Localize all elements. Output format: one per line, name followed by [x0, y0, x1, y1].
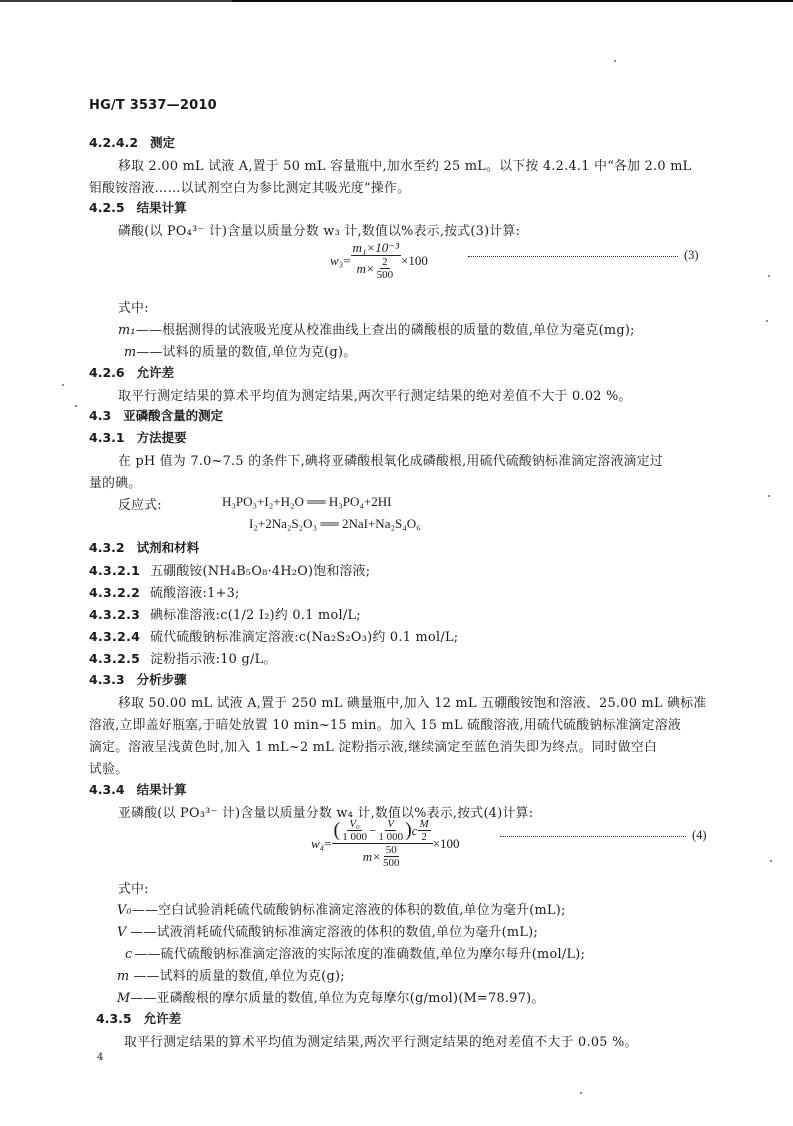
variable-symbol: V₀ — [117, 903, 132, 918]
variable-symbol: c — [125, 947, 133, 962]
formula-v0: V₀ — [349, 818, 360, 830]
section-number: 4.2.6 — [89, 365, 125, 380]
section-title: 结果计算 — [136, 200, 187, 215]
scan-speck — [768, 495, 770, 497]
section-heading-4-2-6 — [89, 363, 174, 381]
reagent-text: 碘标准溶液:c(1/2 I₂)约 0.1 mol/L; — [150, 608, 361, 623]
variable-definition — [117, 987, 545, 1006]
reaction-label: 反应式: — [118, 498, 162, 513]
formula-lhs: w₃ — [330, 252, 344, 268]
reagent-number: 4.3.2.1 — [89, 563, 141, 578]
reagent-item — [89, 648, 277, 667]
scan-speck — [62, 384, 64, 386]
formula-denominator: m× — [356, 261, 375, 276]
variable-description: ——空白试验消耗硫代硫酸钠标准滴定溶液的体积的数值,单位为毫升(mL); — [131, 903, 566, 918]
equation-number: (3) — [684, 248, 699, 262]
section-number: 4.3.4 — [89, 782, 125, 797]
formula-inner-numerator: 2 — [382, 256, 388, 268]
variable-symbol: V — [117, 925, 127, 940]
section-number: 4.3 — [89, 408, 112, 423]
formula-lhs: w₄ — [311, 835, 325, 851]
section-heading-4-3-5 — [96, 1009, 181, 1027]
section-heading-4-3 — [89, 406, 223, 424]
leader-dots — [500, 836, 686, 837]
section-title: 允许差 — [136, 365, 175, 380]
formula-3: w₃ = m₁×10⁻³ m× $\frac{2}{500}$ ×100 — [330, 240, 428, 281]
reagent-number: 4.3.2.4 — [89, 629, 141, 644]
section-heading-4-3-2 — [89, 538, 199, 556]
leader-dots — [468, 256, 678, 257]
scan-top-edge — [0, 0, 232, 2]
paragraph-line: 量的碘。 — [89, 476, 142, 491]
scan-speck — [766, 320, 768, 322]
where-label: 式中: — [118, 882, 149, 897]
paragraph-line: 取平行测定结果的算术平均值为测定结果,两次平行测定结果的绝对差值不大于 0.05 %。 — [124, 1035, 638, 1050]
formula-numerator: m₁×10⁻³ — [352, 240, 399, 255]
section-title: 试剂和材料 — [136, 540, 200, 555]
formula-constant: 1 000 — [342, 831, 367, 843]
variable-definition — [118, 319, 635, 338]
section-title: 允许差 — [143, 1011, 182, 1026]
variable-description: ——亚磷酸根的摩尔质量的数值,单位为克每摩尔(g/mol)(M=78.97)。 — [130, 991, 545, 1006]
scan-speck — [75, 405, 77, 407]
formula-inner-denominator: 500 — [382, 857, 400, 869]
paragraph-line: 取平行测定结果的算术平均值为测定结果,两次平行测定结果的绝对差值不大于 0.02 %。 — [118, 389, 632, 404]
paragraph-line: 试验。 — [89, 762, 129, 777]
scan-speck — [768, 275, 770, 277]
section-heading-4-3-1 — [89, 428, 187, 446]
formula-constant: 1 000 — [378, 831, 404, 843]
variable-description: ——硫代硫酸钠标准滴定溶液的实际浓度的准确数值,单位为摩尔每升(mol/L); — [134, 947, 586, 962]
formula-v: V — [387, 818, 395, 830]
section-heading-4-3-3 — [89, 670, 187, 688]
variable-symbol: m₁ — [118, 323, 136, 338]
formula-M: M — [419, 818, 429, 830]
reagent-text: 五硼酸铵(NH₄B₅O₈·4H₂O)饱和溶液; — [150, 564, 371, 579]
scan-speck — [580, 1092, 582, 1094]
variable-definition — [117, 965, 345, 984]
reaction-equation-2: I₂+2Na₂S₂O₃ ══ 2NaI+Na₂S₄O₆ — [249, 516, 421, 531]
reagent-item — [89, 582, 240, 601]
section-number: 4.3.5 — [96, 1011, 132, 1026]
variable-definition — [117, 899, 566, 918]
variable-definition — [124, 341, 356, 360]
section-number: 4.2.5 — [89, 200, 125, 215]
section-number: 4.3.1 — [89, 430, 125, 445]
variable-symbol: m — [117, 969, 130, 984]
reagent-text: 硫代硫酸钠标准滴定溶液:c(Na₂S₂O₃)约 0.1 mol/L; — [150, 630, 459, 645]
paragraph-line: 溶液,立即盖好瓶塞,于暗处放置 10 min~15 min。加入 15 mL 硫酸溶液,用硫代硫酸钠标准滴定溶液 — [89, 718, 682, 733]
scan-speck — [614, 60, 616, 62]
equation-number: (4) — [692, 828, 707, 842]
scan-top-edge — [232, 0, 793, 2]
variable-description: ——试料的质量的数值,单位为克(g)。 — [136, 345, 357, 360]
formula-fraction: ( $\frac{\text{V₀}}{1 000}$ − $\frac{V}{1 000}$ ) c $\frac{M}{2}$ m× $\frac{50}{500}$ — [332, 818, 433, 869]
formula-inner-denominator: 500 — [376, 269, 394, 281]
reagent-number: 4.3.2.5 — [89, 651, 141, 666]
section-title: 方法提要 — [136, 430, 187, 445]
scan-speck — [770, 860, 772, 862]
section-title: 测定 — [150, 135, 176, 150]
section-title: 结果计算 — [136, 782, 187, 797]
paragraph-line: 钼酸铵溶液……以试剂空白为参比测定其吸光度”操作。 — [89, 181, 411, 196]
variable-symbol: m — [124, 345, 137, 360]
reaction-equation-1: H₃PO₃+I₂+H₂O ══ H₃PO₄+2HI — [222, 494, 392, 509]
formula-two: 2 — [421, 831, 427, 843]
formula-4: w₄ = ( $\frac{\text{V₀}}{1 000}$ − $\frac{V}{1 000}$ ) c $\frac{M}{2}$ m× $\frac{50}{500}$ ×100 — [311, 818, 460, 869]
reagent-item — [89, 560, 370, 579]
variable-symbol: M — [117, 991, 131, 1006]
paragraph-line: 滴定。溶液呈浅黄色时,加入 1 mL~2 mL 淀粉指示液,继续滴定至蓝色消失即为终点。同时做空白 — [89, 740, 658, 755]
reagent-text: 硫酸溶液:1+3; — [150, 586, 240, 601]
section-heading-4-2-4-2 — [89, 133, 175, 151]
formula-multiplier: ×100 — [401, 252, 428, 268]
reagent-item — [89, 626, 458, 645]
reagent-number: 4.3.2.3 — [89, 607, 141, 622]
section-number: 4.3.3 — [89, 672, 125, 687]
paragraph-line: 亚磷酸(以 PO₃³⁻ 计)含量以质量分数 w₄ 计,数值以%表示,按式(4)计算: — [118, 806, 534, 821]
variable-description: ——根据测得的试液吸光度从校准曲线上查出的磷酸根的质量的数值,单位为毫克(mg); — [135, 323, 635, 338]
formula-multiplier: ×100 — [432, 835, 460, 851]
where-label: 式中: — [118, 301, 149, 316]
section-number: 4.2.4.2 — [89, 135, 139, 150]
section-heading-4-2-5 — [89, 198, 187, 216]
paragraph-line: 移取 2.00 mL 试液 A,置于 50 mL 容量瓶中,加水至约 25 mL。以下按 4.2.4.1 中“各加 2.0 mL — [118, 159, 692, 174]
formula-denominator: m× — [362, 848, 381, 864]
standard-code-header: HG/T 3537—2010 — [89, 98, 217, 113]
section-title: 亚磷酸含量的测定 — [123, 408, 224, 423]
section-title: 分析步骤 — [136, 672, 187, 687]
paragraph-line: 在 pH 值为 7.0~7.5 的条件下,碘将亚磷酸根氧化成磷酸根,用硫代硫酸钠标准滴定溶液滴定过 — [118, 454, 663, 469]
reagent-text: 淀粉指示液:10 g/L。 — [150, 652, 277, 667]
formula-fraction — [351, 240, 401, 281]
reagent-item — [89, 604, 361, 623]
section-heading-4-3-4 — [89, 780, 187, 798]
paragraph-line: 移取 50.00 mL 试液 A,置于 250 mL 碘量瓶中,加入 12 mL 五硼酸铵饱和溶液、25.00 mL 碘标准 — [118, 696, 707, 711]
formula-c: c — [411, 823, 418, 838]
variable-description: ——试料的质量的数值,单位为克(g); — [133, 969, 345, 984]
paragraph-line: 磷酸(以 PO₄³⁻ 计)含量以质量分数 w₃ 计,数值以%表示,按式(3)计算: — [118, 224, 521, 239]
section-number: 4.3.2 — [89, 540, 125, 555]
reagent-number: 4.3.2.2 — [89, 585, 141, 600]
page-number: 4 — [97, 1052, 104, 1063]
variable-definition — [117, 921, 538, 940]
formula-inner-numerator: 50 — [385, 844, 397, 856]
variable-description: ——试液消耗硫代硫酸钠标准滴定溶液的体积的数值,单位为毫升(mL); — [130, 925, 539, 940]
variable-definition — [125, 943, 585, 962]
